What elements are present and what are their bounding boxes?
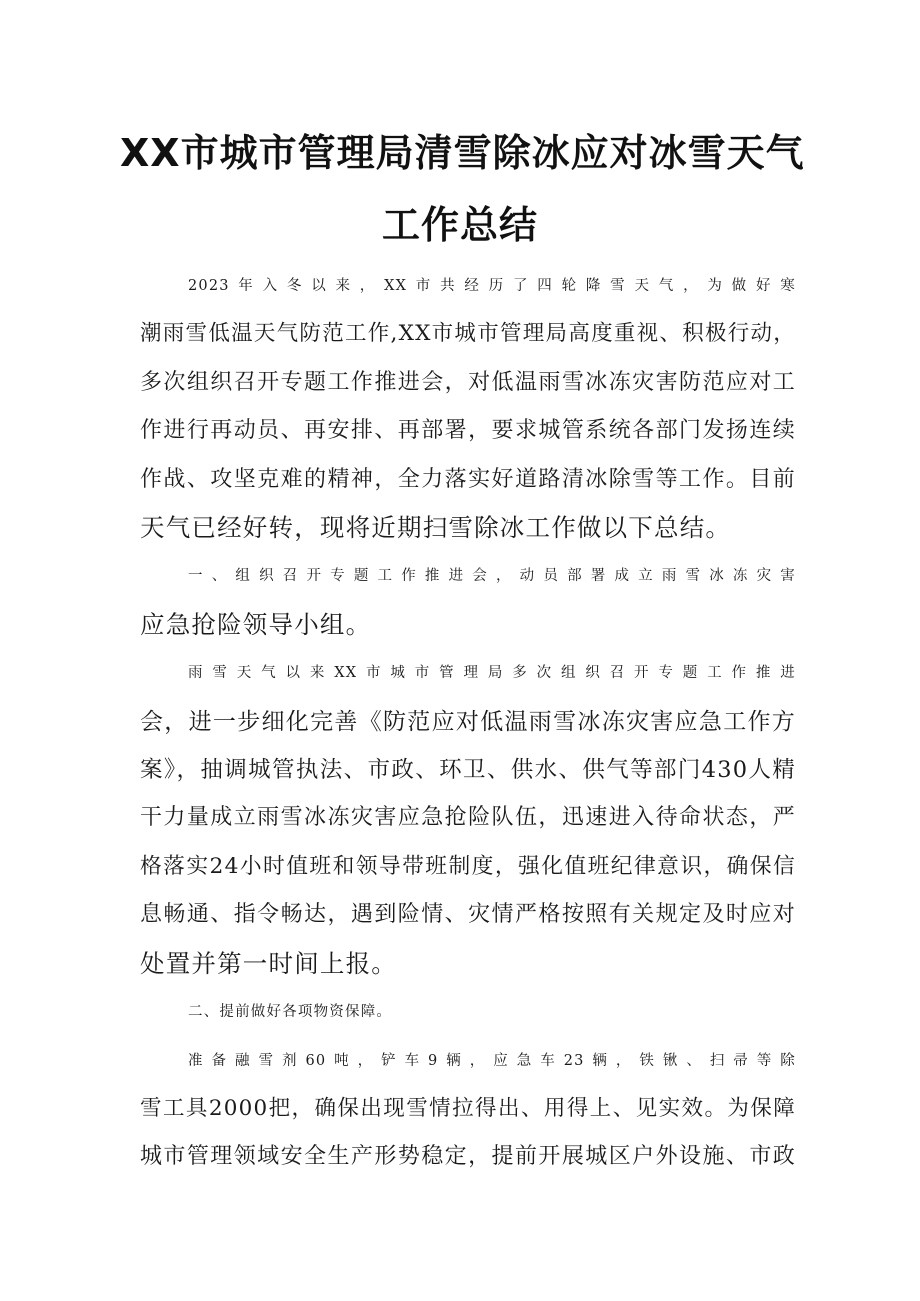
text-line: 2023年入冬以来，XX市共经历了四轮降雪天气，为做好寒 — [188, 278, 796, 294]
text-line: 干力量成立雨雪冰冻灾害应急抢险队伍，迅速进入待命状态，严 — [140, 805, 796, 831]
text-line: 会，进一步细化完善《防范应对低温雨雪冰冻灾害应急工作方 — [140, 708, 796, 735]
text-line: 雪工具2000把，确保出现雪情拉得出、用得上、见实效。为保障 — [140, 1095, 796, 1121]
text-line: 雨雪天气以来XX市城市管理局多次组织召开专题工作推进 — [188, 665, 796, 682]
paragraph-section-1 — [140, 649, 796, 988]
text-line: 格落实24小时值班和领导带班制度，强化值班纪律意识，确保信 — [140, 853, 796, 879]
document-title-line-1: XX市城市管理局清雪除冰应对冰雪天气 — [120, 131, 805, 175]
text-line: 应急抢险领导小组。 — [140, 609, 372, 639]
text-line: 二、提前做好各项物资保障。 — [188, 1004, 393, 1021]
document-body — [140, 262, 796, 1182]
text-line: 一、组织召开专题工作推进会，动员部署成立雨雪冰冻灾害 — [188, 568, 796, 585]
text-line: 作战、攻坚克难的精神，全力落实好道路清冰除雪等工作。目前 — [140, 466, 796, 492]
paragraph-section-2 — [140, 1037, 796, 1182]
text-line: 潮雨雪低温天气防范工作,XX市城市管理局高度重视、积极行动， — [140, 321, 796, 347]
text-line: 天气已经好转，现将近期扫雪除冰工作做以下总结。 — [140, 513, 732, 543]
paragraph-intro — [140, 262, 796, 552]
text-line: 处置并第一时间上报。 — [140, 948, 397, 978]
text-line: 息畅通、指令畅达，遇到险情、灾情严格按照有关规定及时应对 — [140, 902, 796, 928]
text-line: 准备融雪剂60吨，铲车9辆，应急车23辆，铁锹、扫帚等除 — [188, 1052, 796, 1069]
section-heading-1 — [140, 552, 796, 649]
text-line: 案》，抽调城管执法、市政、环卫、供水、供气等部门430人精 — [140, 757, 796, 784]
section-heading-2 — [140, 988, 796, 1036]
text-line: 作进行再动员、再安排、再部署，要求城管系统各部门发扬连续 — [140, 418, 796, 444]
document-title-line-2: 工作总结 — [381, 203, 538, 247]
text-line: 城市管理领域安全生产形势稳定，提前开展城区户外设施、市政 — [140, 1144, 796, 1170]
text-line: 多次组织召开专题工作推进会，对低温雨雪冰冻灾害防范应对工 — [140, 369, 796, 395]
